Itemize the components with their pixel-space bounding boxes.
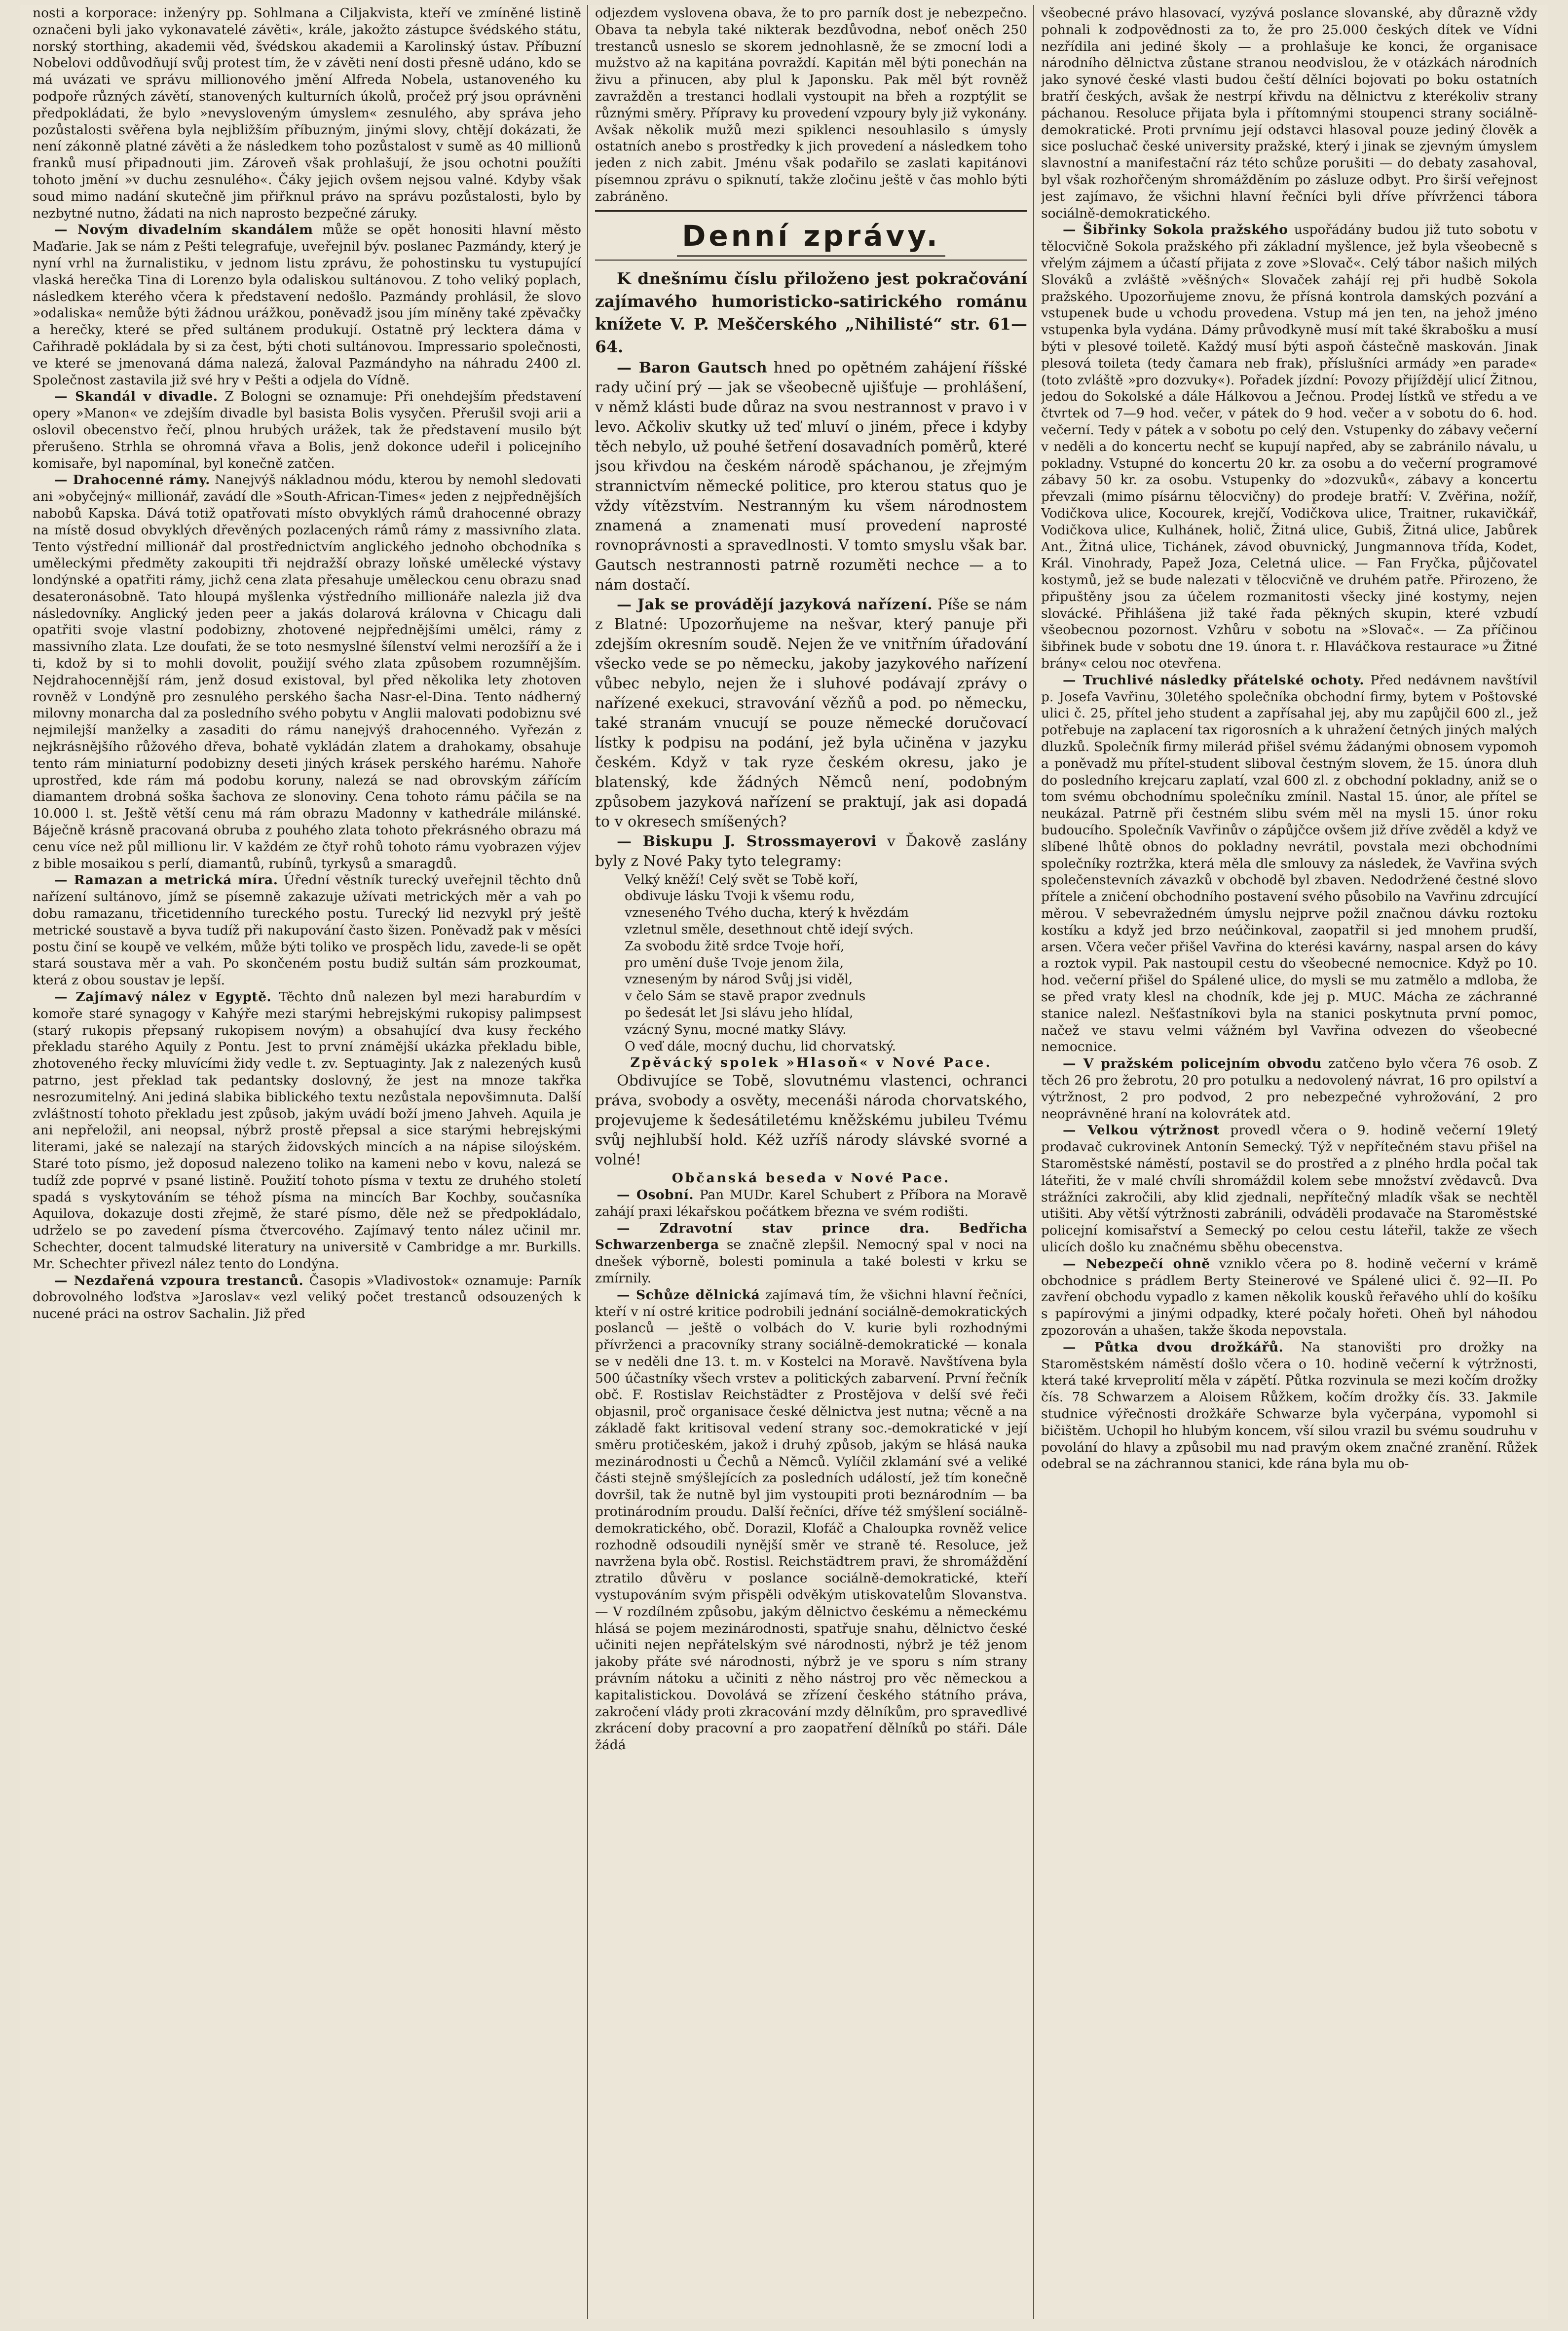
newspaper-page <box>20 5 1548 2319</box>
telegram-signature: Občanská beseda v Nové Pace. <box>672 1170 951 1186</box>
poem-line: obdivuje lásku Tvoji k všemu rodu, <box>625 888 855 904</box>
poem-line: vzneseným by národ Svůj jsi viděl, <box>625 972 853 987</box>
poem-line: O veď dále, mocný duchu, lid chorvatský. <box>625 1038 896 1054</box>
article-heading: — Truchlivé následky přátelské ochoty. <box>1063 672 1364 688</box>
column-middle <box>595 5 1027 2319</box>
article-sibrinky <box>1041 222 1537 672</box>
article-heading: — Skandál v divadle. <box>54 389 218 405</box>
article-body: hned po opětném zahájení říšské rady učiní prý — jak se všeobecně ujišťuje — prohlášení, v němž klásti bude důraz na svou nestrannost v pravo i v levo. Ačkoliv skutky už teď mluví o jiném, přece i kdyby těch nebylo, už pouhé šetření dosavadních poměrů, které jsou křivdou na českém národě spáchanou, je zřejmým strannictvím německé politice, pro kterou status quo je vždy vítězstvím. Nestranným ku všem národnostem znamená a znamenati musí provedení naprosté rovnoprávnosti a spravedlnosti. V tomto smyslu však bar. Gautsch nestrannosti patrně rozuměti nechce — a to nám dostačí. <box>595 359 1027 594</box>
poem-line: v čelo Sám se stavě prapor zvednuls <box>625 988 866 1004</box>
article-skandal-v-divadle <box>33 388 581 472</box>
article-putka-drozkaru <box>1041 1339 1537 1472</box>
article-body: zatčeno bylo včera 76 osob. Z těch 26 pro žebrotu, 20 pro potulku a nedovolený návrat, 16 pro opilství a výtržnost, 2 pro podvod, 2 pro nebezpečné vyhrožování, 2 pro neoprávněné hraní na kolovrátek atd. <box>1041 1056 1537 1122</box>
poem-line: Za svobodu žitě srdce Tvoje hoří, <box>625 938 845 954</box>
column-right <box>1041 5 1537 2319</box>
article-nalez-v-egypte <box>33 989 581 1273</box>
poem-line: vzletnul směle, desethnout chtě idejí svých. <box>625 921 914 937</box>
article-heading: — Schůze dělnická <box>617 1287 760 1303</box>
article-pratelska-ochota <box>1041 672 1537 1055</box>
article-policejni-obvod <box>1041 1055 1537 1122</box>
column-rule <box>587 5 588 2319</box>
article-heading: — Nebezpečí ohně <box>1063 1256 1210 1272</box>
article-heading: — Baron Gautsch <box>617 359 768 376</box>
article-vzpoura-continued: odjezdem vyslovena obava, že to pro parník dost je nebezpečno. Obava ta nebyla také nikterak bezdůvodna, neboť oněch 250 trestanců usneslo se skorem jednohlasně, že se zmocní lodi a mužstvo až na kapitána povraždí. Kapitán měl býti ponechán na živu a přinucen, aby plul k Japonsku. Pak měl být rovněž zavražděn a trestanci hodlali vystoupit na břeh a rozptýlit se různými směry. Přípravy ku provedení vzpoury byly již vykonány. Avšak několik mužů mezi spiklenci nesouhlasilo s úmysly ostatních anebo s prostředky k jich provedení a následkem toho jeden z nich zabit. Jménu však podařilo se zaslati kapitánovi písemnou zprávu o spiknutí, takže zločinu ještě v čas mohlo býti zabráněno. <box>595 5 1027 204</box>
article-strossmayer <box>595 832 1027 871</box>
article-heading: — Novým divadelním skandálem <box>54 222 313 238</box>
article-body: Na stanovišti pro drožky na Staroměstském náměstí došlo včera o 10. hodině večerní k výtržnosti, která také krveprolití měla v zápětí. Půtka rozvinula se mezi kočím drožky čís. 78 Schwarzem a Aloisem Růžkem, kočím drožky čís. 33. Jakmile studnice výřečnosti drožkáře Schwarze byla vyčerpána, vypomohl si bičištěm. Uchopil ho hlubým koncem, vší silou vrazil bu svému soudruhu v povolání do hlavy a způsobil mu nad pravým okem značné zranění. Růžek odebral se na záchrannou stanici, kde rána byla mu ob- <box>1041 1339 1537 1472</box>
article-heading: — Osobní. <box>617 1187 694 1203</box>
article-heading: — V pražském policejním obvodu <box>1063 1056 1322 1072</box>
article-heading: — Půtka dvou drožkářů. <box>1063 1339 1284 1355</box>
article-body: Nanejvýš nákladnou módu, kterou by nemohl sledovati ani »obyčejný« millionář, zavádí dle »South-African-Times« jeden z nejpřednějších nabobů Kapska. Dává totiž opatřovati místo obvyklých rámů drahocenné obrazy na místě dosud obvyklých dřevěných pozlacených rámů rámy z massivního zlata. Tento výstřední millionář dal prostřednictvím anglického jednoho obchodníka s uměleckými předměty zakoupiti tři nejdražší obrazy loňské umělecké výstavy londýnské a opatřiti rámy, jichž cena zlata přesahuje uměleckou cenu obrazu snad desateronásobně. Tato hloupá myšlenka výstředního millionáře nalezla již dva následovníky. Anglický jeden peer a jakás dolarová královna v Chicagu dali opatřiti svoje vlastní podobizny, zhotovené nejpřednějšími umělci, rámy z massivního zlata. Lze doufati, že se toto nesmyslné šílenství velmi nerozšíří a že i ti, kdož by si to mohli dovolit, použijí svého zlata způsobem rozumnějším. Nejdrahocennější rám, jenž dosud existoval, byl před několika lety zhotoven rovněž v Londýně pro zesnulého perského šacha Nasr-el-Dina. Tento nádherný milovny monarcha dal za posledního svého pobytu v Anglii malovati podobiznu své nejmilejší manželky a zasaditi do rámu nanejvýš drahocenného. Vyřezán z nejkrásnějšího růžového dřeva, bohatě vykládán zlatem a drahokamy, obsahuje tento rám miniaturní podobizny deseti jiných krásek perského harému. Nahoře uprostřed, kde rám má podobu koruny, nalezá se nad obrovským zářícím diamantem drobná soška šachova ze slonoviny. Cena tohoto rámu páčila se na 10.000 l. st. Ještě větší cenu má rám obrazu Madonny v kathedrále milánské. Báječně krásně pracovaná obruba z pouhého zlata tohoto překrásného obrazu má cenu více než půl millionu lir. V každém ze čtyř rohů tohoto rámu vyobrazen výjev z bible mosaikou s perlí, diamantů, rubínů, tyrkysů a smaragdů. <box>33 472 581 871</box>
article-schuze-continued: všeobecné právo hlasovací, vyzývá poslance slovanské, aby důrazně vždy pohnali k zodpovědnosti za to, že pro 25.000 českých dítek ve Vídni nezřídila ani jediné školy — a prohlašuje ke konci, že organisace národního dělnictva zůstane stranou neodvislou, že v otázkách národních jako synové české vlasti budou čeští dělníci bojovati po boku ostatních bratří českých, avšak že nestrpí křivdu na dělnictvu z kterékoliv strany páchanou. Resoluce přijata byla i přítomnými stoupenci strany sociálně-demokratické. Proti prvnímu její odstavci hlasoval pouze jediný člověk a sice posluchač české university pražské, který i jinak se zjevným úmyslem slavnostní a manifestační ráz této schůze porušiti — do debaty zasahoval, byl však rozhořčeným shromážděním po zásluze odbyt. Pro širší veřejnost jest zajímavo, že všichni hlavní řečníci byli dříve přívrženci tábora sociálně-demokratického. <box>1041 5 1537 221</box>
poem-line: pro umění duše Tvoje jenom žila, <box>625 955 844 971</box>
telegram-poem <box>595 871 1027 1055</box>
poem-line: po šedesát let Jsi slávu jeho hlídal, <box>625 1005 854 1020</box>
section-header <box>595 210 1027 261</box>
supplement-notice: K dnešnímu číslu přiloženo jest pokračování zajímavého humoristicko-satirického románu knížete V. P. Meščerského „Nihilisté“ str. 61—64. <box>595 268 1027 356</box>
article-body: zajímavá tím, že všichni hlavní řečníci, kteří v ní ostré kritice podrobili jednání sociálně-demokratických poslanců — ještě o volbách do V. kurie byli rozhodnými přívrženci a pracovníky strany sociálně-demokratické — konala se v neděli dne 13. t. m. v Kostelci na Moravě. Navštívena byla 500 účastníky všech vrstev a politických zabarvení. První řečník obč. F. Rostislav Reichstädter z Prostějova v delší své řeči objasnil, proč organisace české dělnictva jest nutna; věcně a na základě fakt kritisoval vedení strany soc.-demokratické v její směru protičeském, jakož i druhý způsob, jakým se hlásá nauka mezinárodnosti u Čechů a Němců. Vylíčil zklamání své a veliké části stejně smýšlejících za posledních událostí, jež tím konečně dovršil, tak že nutně byl jim vystoupiti proti beznárodním — ba protinárodním proudu. Další řečníci, dříve též smýšlení sociálně-demokratického, obč. Dorazil, Klofáč a Chaloupka rovněž velice rozhodně odsoudili nynější směr ve straně té. Resoluce, jež navržena byla obč. Rostisl. Reichstädtrem pravi, že shromáždění ztratilo důvěru v poslance sociálně-demokratické, kteří vystupováním svým přispěli odvěkým utiskovatelům Slovanstva. — V rozdílném způsobu, jakým dělnictvo českému a německému hlásá se pojem mezinárodnosti, spatřuje snahu, dělnictvo české učiniti nejen nepřátelským své národnosti, nýbrž je též jenom jakoby přáte své národnosti, nýbrž je ve sporu s ním strany právním nátoku a učiniti z něho nástroj pro věc německou a kapitalistickou. Dovolává se zřízení českého státního práva, zakročení vlády proti zkracování mzdy dělníkům, pro spravedlivé zkrácení doby pracovní a pro zaopatření dělníků po stáři. Dále žádá <box>595 1287 1027 1753</box>
article-body: uspořádány budou již tuto sobotu v tělocvičně Sokola pražského při základní myšlence, jež byla všeobecně s vřelým zájmem a účastí přijata z zove »Slovač«. Celý tábor našich milých Slováků a zvláště »věšných« Slovaček zahájí rej při hudbě Sokola pražského. Upozorňujeme znovu, že přísná kontrola damských pozvání a vstupenek bude u vchodu provedena. Vstup má jen ten, na jehož jméno vstupenka byla vydána. Dámy průvodkyně musí mít také škrabošku a musí býti v plesové toiletě. Každý musí býti aspoň částečně maskován. Jinak plesová toileta (tedy čamara neb frak), příslušníci armády »en parade« (toto zvláště »pro dozvuky«). Pořadek jízdní: Povozy přijíždějí ulicí Žitnou, jedou do Sokolské a dále Hálkovou a Ječnou. Prodej lístků ve středu a ve čtvrtek od 7—9 hod. večer, v pátek do 9 hod. večer a v sobotu do 6. hod. večerní. Tedy v pátek a v sobotu po celý den. Vstupenky do zábavy večerní v neděli a do koncertu nechť se kupují napřed, aby se zabránilo návalu, u pokladny. Vstupné do koncertu 20 kr. za osobu a do večerní programové zábavy 50 kr. za osobu. Vstupenky do »dozvuků«, zábavy a koncertu převzali (mimo písárnu tělocvičny) do prodeje bratří: V. Zvěřina, nožíř, Vodičkova ulice, Kocourek, krejčí, Vodičkova ulice, Traitner, rukavičkář, Vodičkova ulice, Kulhánek, holič, Žitná ulice, Gubiš, Žitná ulice, Jabůrek Ant., Žitná ulice, Tichánek, závod obuvnický, Jungmannova třída, Kodet, Král. Vinohrady, Papež Joza, Celetná ulice. — Fan Fryčka, půjčovatel kostymů, jež se bude nalezati v tělocvičně ve druhém patře. Přirozeno, že připuštěny jsou za účelem rozmanitosti všecky jiné kostymy, nejen slovácké. Přihlášena již také řada pěkných skupin, které vzbudí všeobecnou pozornost. Vzhůru v sobotu na »Slovač«. — Za příčinou šibřinek bude v sobotu dne 19. února t. r. Hlaváčkova restaurace »u Žitné brány« celou noc otevřena. <box>1041 222 1537 672</box>
article-body: provedl včera o 9. hodině večerní 19letý prodavač cukrovinek Antonín Semecký. Týž v nepřítečném stavu přišel na Staroměstské náměstí, postavil se do prostřed a z plného hrdla počal tak láteřiti, že v malé chvíli shromáždil kolem sebe množství zvědavců. Dva strážníci zakročili, aby klid zjednali, nepřítečný mladík však se nechtěl utišiti. Aby větší výtržnosti zabránili, odváděli prodavače na Staroměstské policejní komisařství a Semecký po celou cestu láteřil, takže ze všech ulicích došlo ku značnému sběhu obecenstva. <box>1041 1123 1537 1255</box>
poem-line: vzneseného Tvého ducha, který k hvězdám <box>625 905 909 921</box>
article-heading: — Jak se provádějí jazyková nařízení. <box>617 596 933 613</box>
column-rule <box>1033 5 1034 2319</box>
article-heading: — Zajímavý nález v Egyptě. <box>54 989 272 1005</box>
article-body: Časopis »Vladivostok« oznamuje: Parník dobrovolného loďstva »Jaroslav« vezl veliký počet trestanců odsouzených k nucené práci na ostrov Sachalin. Již před <box>33 1273 581 1322</box>
article-body: Před nedávnem navštívil p. Josefa Vavřinu, 30letého společníka obchodní firmy, bytem v Poštovské ulici č. 25, přítel jeho student a zapřísahal jej, aby mu zapůjčil 600 zl., jež potřebuje na zaplacení tax rigorosních a k uhražení četných jiných malých dluzků. Společník firmy milerád přišel svému žádanými obnosem vypomoh a poněvadž mu přítel-student sliboval čestným slovem, že 15. února dluh do posledního krejcaru zaplatí, vzal 600 zl. z obchodní pokladny, aniž se o tom svému obchodnímu společníku zmínil. Nastal 15. únor, ale přítel se neukázal. Patrně při čestném slibu svém měl na mysli 15. únor roku budoucího. Společník Vavřinův o zápůjčce ovšem již dříve zvěděl a když ve slíbené lhůtě obnos do pokladny nevrátil, povstala mezi obchodními společníky roztržka, která měla dle smlouvy za následek, že Vavřina svých společenstevních závazků v obchodě byl zbaven. Nedodržené čestné slovo přítele a zničení obchodního postavení svého působilo na Vavřinu zdrcující měrou. V sebevražedném úmyslu nejprve požil značnou dávku roztoku kostíku a když jed brzo neúčinkoval, zaopatřil si jed mnohem prudší, arsen. Včera večer přišel Vavřina do kterési kavárny, naspal arsen do kávy a roztok vypil. Pak nastoupil cestu do všeobecné nemocnice. Když po 10. hod. večerní přišel do Spálené ulice, do mysli se mu zatmělo a mdloba, že se před vraty klesl na chodník, kde jej p. MUC. Mácha ze záchranné stanice nalezl. Nešťastníkovi byla na stanici poskytnuta první pomoc, načež ve stavu velmi vážném byl Vavřina odvezen do všeobecné nemocnice. <box>1041 672 1537 1055</box>
article-heading: — Drahocenné rámy. <box>54 472 210 488</box>
article-ramazan <box>33 872 581 989</box>
article-body: se značně zlepšil. Nemocný spal v noci na dnešek výborně, bolesti pominula a také bolesti v krku se zmírnily. <box>595 1237 1027 1286</box>
column-left <box>33 5 581 2319</box>
article-schwarzenberg <box>595 1220 1027 1287</box>
poem-line: Velký kněží! Celý svět se Tobě koří, <box>625 871 859 887</box>
article-heading: — Zdravotní stav prince dra. Bedřicha Schwarzenberga <box>595 1220 1027 1253</box>
article-nebezpeci-ohne <box>1041 1256 1537 1339</box>
article-body: může se opět honositi hlavní město Maďarie. Jak se nám z Pešti telegrafuje, uveřejnil býv. poslanec Pazmándy, který je nyní vrhl na žurnalistiku, v jednom listu zprávu, že pohostinsku tu vystupující vlaská herečka Tina di Lorenzo byla odaliskou sultánovou. Z toho veliký poplach, následkem kterého včera k představení nedošlo. Pazmándy prohlásil, že slovo »odaliska« nemůže býti žádnou urážkou, poněvadž jsou jím míněny také zpěvačky a herečky, které se před sultánem produkují. Ostatně prý lecktera dáma v Cařihradě pokládala by si za čest, býti choti sultánovou. Impressario společnosti, ve které se jmenovaná dáma nalezá, žaloval Pazmándyho na náhradu 2400 zl. Společnost zastavila již své hry v Pešti a odjela do Vídně. <box>33 222 581 388</box>
poem-line: vzácný Synu, mocné matky Slávy. <box>625 1021 847 1037</box>
article-heading: — Šibřinky Sokola pražského <box>1063 222 1288 238</box>
article-body: Těchto dnů nalezen byl mezi haraburdím v komoře staré synagogy v Kahýře mezi starými hebrejskými rukopisy palimpsest (starý rukopis přepsaný rukopisem novým) a obsahující dva kusy řeckého překladu starého Aquily z Pontu. Jest to první známější ukázka překladu bible, zhotoveného řecky mluvícími židy vedle t. zv. Septuaginty. Jak z nalezených kusů patrno, jest překlad tak pedantsky doslovný, že jest na mnoze takřka nesrozumitelný. Ani jediná slabika biblického textu nezůstala nepovšimnuta. Další zvláštností tohoto překladu jest způsob, jakým uvádí boží jmeno Jahveh. Aquila je ani nepřeložil, ani neopsal, nýbrž prostě přepsal a sice starými hebrejskými literami, jaké se nalezají na starých židovských mincích a na nápise siloýském. Staré toto písmo, jež doposud nalezeno toliko na kameni nebo v kovu, nalezá se tudíž zde poprvé v psané listině. Použití tohoto písma v textu ze druhého století spadá s vyskytováním se téhož písma na mincích Bar Kochby, současníka Aquilova, dokazuje dosti zřejmě, že staré písmo, děle než se předpokládalo, udrželo se po zavedení písma čtvercového. Zajímavý tento nález učinil mr. Schechter, docent talmudské literatury na universitě v Cambridge a mr. Burkills. Mr. Schechter přivezl nález tento do Londýna. <box>33 989 581 1272</box>
article-drahocenne-ramy <box>33 472 581 872</box>
article-body: Z Bologni se oznamuje: Při onehdejším představení opery »Manon« ve zdejším divadle byl basista Bolis vysyčen. Přerušil svoji arii a oslovil obecenstvo řečí, plnou hrubých urážek, tak že představení musilo být přerušeno. Strhla se ohromná vřava a Bolis, jenž dokonce udeřil i policejního komisaře, byl napomínal, byl konečně zatčen. <box>33 389 581 471</box>
article-heading: — Nezdařená vzpoura trestanců. <box>54 1273 304 1288</box>
article-vzpoura-trestancu <box>33 1273 581 1322</box>
article-vytrznost <box>1041 1122 1537 1255</box>
article-body: Píše se nám z Blatné: Upozorňujeme na nešvar, který panuje při zdejším okresním soudě. Nejen že ve vnitřním úřadování všecko vede se po německu, jakoby jazykového nařízení vůbec nebylo, nejen že i sluhové podávají zprávy o nařízené exekuci, stravování vězňů a pod. po německu, také stranám vnucují se pouze německé doručovací lístky k podpisu na podání, jež byla učiněna v jazyku českém. Když v tak ryze českém okresu, jako je blatenský, kde žádných Němců není, podobným způsobem jazyková nařízení se praktují, jak asi dopadá to v okresech smíšených? <box>595 596 1027 830</box>
article-body: v Ďakově zaslány byly z Nové Paky tyto telegramy: <box>595 832 1027 870</box>
article-nobel-continued: nosti a korporace: inženýry pp. Sohlmana a Ciljakvista, kteří ve zmíněné listině označeni byli jako vykonavatelé závěti«, krále, jakožto zástupce švédského státu, norský storthing, akademii věd, švédskou akademii a Karolinský ústav. Příbuzní Nobelovi oddůvodňují svůj protest tím, že v závěti není dosti přesně udáno, kdo se má uvázati ve správu millionového jmění Alfreda Nobela, ustanoveného ku podpoře různých závětí, stanovených kulturních úkolů, pročež prý jsou oprávněni předpokládati, že bylo »nevysloveným úmyslem« zesnulého, aby správa jeho pozůstalosti svěřena byla nejbližším příbuzným, jinými slovy, chtějí dokázati, že není zákonně platné závěti a že následkem toho pozůstalost v sumě as 40 millionů franků musí připadnouti jim. Zároveň však prohlašují, že jsou ochotni použíti tohoto jmění »v duchu zesnulého«. Čáky jejich ovšem nejsou valné. Kdyby však soud mimo nadání skutečně jim přiřknul právo na správu pozůstalosti, bylo by nezbytné nutno, žádati na nich naprosto bezpečné záruky. <box>33 5 581 221</box>
article-body: vzniklo včera po 8. hodině večerní v krámě obchodnice s prádlem Berty Steinerové ve Spálené ulici č. 92—II. Po zavření obchodu vypadlo z kamen několik kousků řeřavého uhlí do košíku s papírovými a jinými odpadky, které počaly hořeti. Oheň byl náhodou zpozorován a uhašen, takže škoda nepovstala. <box>1041 1256 1537 1338</box>
article-gautsch <box>595 358 1027 595</box>
article-divadelni-skandal <box>33 222 581 388</box>
article-jazykova-narizeni <box>595 595 1027 832</box>
telegram-text: Obdivujíce se Tobě, slovutnému vlastenci, ochranci práva, svobody a osvěty, mecenáši národa chorvatského, projevujeme k šedesátiletému kněžskému jubileu Tvému svůj nejhlubší hold. Kéž uzříš národy slávské svorné a volné! <box>595 1072 1027 1169</box>
article-schuze-delnicka <box>595 1287 1027 1754</box>
section-title: Denní zprávy. <box>677 219 945 257</box>
article-heading: — Ramazan a metrická míra. <box>54 872 278 888</box>
article-heading: — Velkou výtržnost <box>1063 1123 1220 1138</box>
article-osobni <box>595 1187 1027 1220</box>
article-body: Úřední věstník turecký uveřejnil těchto dnů nařízení sultánovo, jímž se písemně zakazuje užívati metrických měr a vah po dobu ramazanu, třicetidenního tureckého postu. Turecký lid nezvykl prý ještě metrické soustavě a byva tudíž při nakupování často šizen. Poněvadž pak v měsíci postu činí se koupě ve velkém, může býti toliko ve prospěch lidu, zavede-li se opět stará soustava měr a vah. Po skončeném postu budiž sultán sám prozkoumat, která z obou soustav je lepší. <box>33 872 581 988</box>
article-heading: — Biskupu J. Strossmayerovi <box>617 832 877 850</box>
telegram-signature: Zpěvácký spolek »Hlasoň« v Nové Pace. <box>630 1055 992 1071</box>
article-body: Pan MUDr. Karel Schubert z Příbora na Moravě zahájí praxi lékařskou počátkem března ve svém rodišti. <box>595 1187 1027 1219</box>
